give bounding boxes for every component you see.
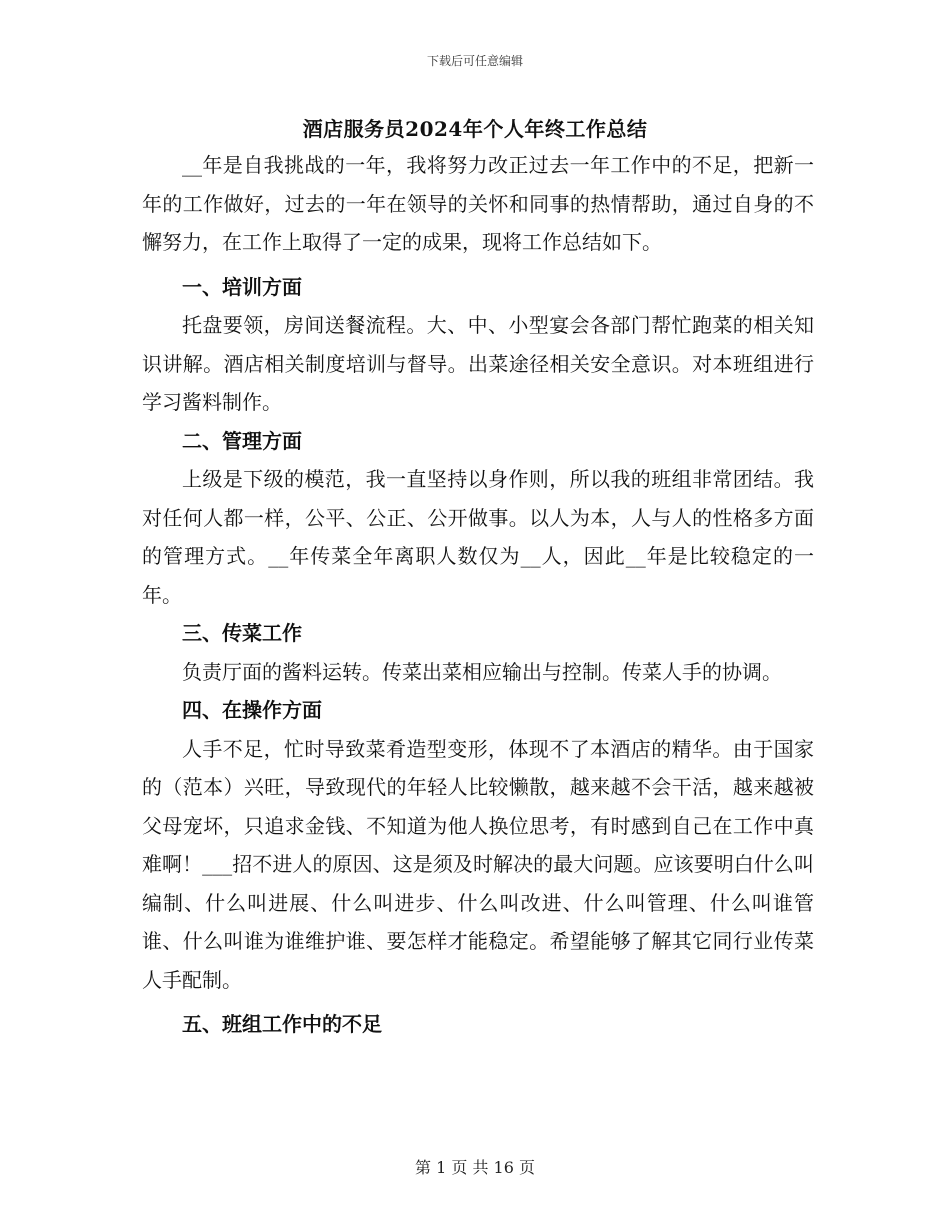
section-heading-training: 一、培训方面: [182, 274, 302, 299]
section-body-operation: 人手不足，忙时导致菜肴造型变形，体现不了本酒店的精华。由于国家的（范本）兴旺，导致现代的年轻人比较懒散，越来越不会干活，越来越被父母宠坏，只追求金钱、不知道为他人换位思考，有时感到自己在工作中真难啊！___招不进人的原因、这是须及时解决的最大问题。应该要明白什么叫编制、什么叫进展、什么叫进步、什么叫改进、什么叫管理、什么叫谁管谁、什么叫谁为谁维护谁、要怎样才能稳定。希望能够了解其它同行业传菜人手配制。: [142, 736, 814, 992]
section-heading-serving: 三、传菜工作: [182, 621, 302, 645]
section-heading-operation: 四、在操作方面: [182, 698, 322, 722]
section-heading-shortcomings: 五、班组工作中的不足: [182, 1012, 382, 1036]
page-number: 第 1 页 共 16 页: [415, 1158, 535, 1177]
section-heading-management: 二、管理方面: [182, 428, 302, 453]
intro-paragraph: __年是自我挑战的一年，我将努力改正过去一年工作中的不足，把新一年的工作做好，过去的一年在领导的关怀和同事的热情帮助，通过自身的不懈努力，在工作上取得了一定的成果，现将工作总结如下。: [142, 153, 814, 254]
section-body-training: 托盘要领，房间送餐流程。大、中、小型宴会各部门帮忙跑菜的相关知识讲解。酒店相关制度培训与督导。出菜途径相关安全意识。对本班组进行学习酱料制作。: [142, 313, 814, 414]
document-title: 酒店服务员2024年个人年终工作总结: [302, 117, 648, 141]
section-body-management: 上级是下级的模范，我一直坚持以身作则，所以我的班组非常团结。我对任何人都一样，公平、公正、公开做事。以人为本，人与人的性格多方面的管理方式。__年传菜全年离职人数仅为__人，因此__年是比较稳定的一年。: [142, 467, 814, 607]
header-note: 下载后可任意编辑: [426, 54, 523, 68]
section-body-serving: 负责厅面的酱料运转。传菜出菜相应输出与控制。传菜人手的协调。: [182, 659, 782, 684]
document-body: [142, 146, 814, 1044]
